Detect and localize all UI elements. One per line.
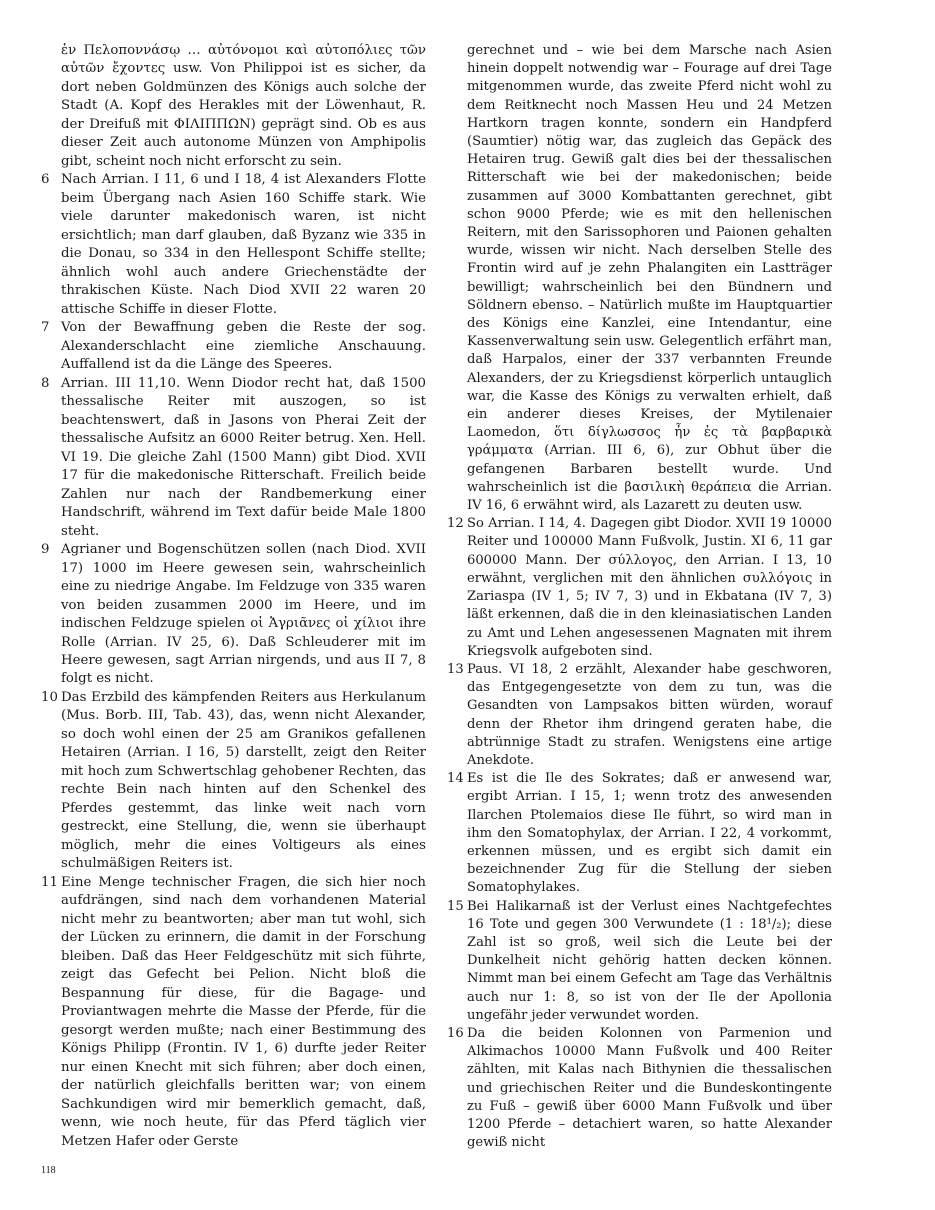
footnote-10 — [41, 689, 426, 874]
footnote-15 — [447, 898, 832, 1025]
left-column — [41, 42, 426, 1151]
right-column — [447, 42, 832, 1152]
footnote-7 — [41, 319, 426, 374]
footnote-12 — [447, 515, 832, 661]
footnote-text: Arrian. III 11,10. Wenn Diodor recht hat, daß 1500 thessalische Reiter mit auszogen, so ist beachtenswert, daß in Jasons von Pherai Zeit der thessalische Aufsitz an 6000 Reiter betrug. Xen. Hell. VI 19. Die gleiche Zahl (1500 Mann) gibt Diod. XVII 17 für die makedonische Ritterschaft. Freilich beide Zahlen nur nach der Randbemerkung einer Handschrift, während im Text dafür beide Male 1800 steht. — [61, 375, 426, 539]
note-5-continuation: ἐν Πελοποννάσῳ … αὐτόνομοι καὶ αὐτοπόλιες τῶν αὐτῶν ἔχοντες usw. Von Philippoi ist es sicher, da dort neben Goldmünzen des Königs auch solche der Stadt (A. Kopf des Herakles mit der Löwenhaut, R. der Dreifuß mit ΦΙΛΙΠΠΩΝ) geprägt sind. Ob es aus dieser Zeit auch autonome Münzen von Amphipolis gibt, scheint noch nicht erforscht zu sein. — [61, 43, 426, 169]
footnote-text: Da die beiden Kolonnen von Parmenion und Alkimachos 10000 Mann Fußvolk und 400 Reiter zählten, mit Kalas nach Bithynien die thessalischen und griechischen Reiter und die Bundeskontingente zu Fuß – gewiß über 6000 Mann Fußvolk und über 1200 Pferde – detachiert waren, so hatte Alexander gewiß nicht — [467, 1025, 832, 1151]
footnote-13 — [447, 661, 832, 770]
footnote-number: 15 — [447, 898, 464, 914]
footnote-number: 13 — [447, 661, 464, 677]
footnote-number: 6 — [41, 172, 50, 188]
footnote-6 — [41, 171, 426, 319]
footnote-number: 12 — [447, 516, 464, 532]
footnote-number: 11 — [41, 874, 58, 890]
footnote-number: 9 — [41, 542, 50, 558]
footnote-11 — [41, 874, 426, 1151]
footnote-text: Eine Menge technischer Fragen, die sich hier noch aufdrängen, sind nach dem vorhandenen Material nicht mehr zu beantworten; aber man tut wohl, sich der Lücken zu erinnern, die damit in der Forschung bleiben. Daß das Heer Feldgeschütz mit sich führte, zeigt das Gefecht bei Pelion. Nicht bloß die Bespannung für diese, für die Bagage- und Proviantwagen mehrte die Masse der Pferde, für die gesorgt werden mußte; nach einer Bestimmung des Königs Philipp (Frontin. IV 1, 6) durfte jeder Reiter nur einen Knecht mit sich führen; aber doch einen, der natürlich gleichfalls beritten war; von einem Sachkundigen wird mir bemerklich gemacht, daß, wenn, wie noch heute, für das Pferd täglich vier Metzen Hafer oder Gerste — [61, 874, 426, 1149]
footnote-text: Nach Arrian. I 11, 6 und I 18, 4 ist Alexanders Flotte beim Übergang nach Asien 160 Schiffe stark. Wie viele darunter makedonisch waren, ist nicht ersichtlich; man darf glauben, daß Byzanz wie 335 in die Donau, so 334 in den Hellespont Schiffe stellte; ähnlich wohl auch andere Griechenstädte der thrakischen Küste. Nach Diod XVII 22 waren 20 attische Schiffe in dieser Flotte. — [61, 172, 426, 317]
footnote-text: Von der Bewaffnung geben die Reste der sog. Alexanderschlacht eine ziemliche Anschauung. Auffallend ist da die Länge des Speeres. — [61, 320, 426, 373]
footnote-number: 10 — [41, 689, 58, 705]
note-11-continuation: gerechnet und – wie bei dem Marsche nach Asien hinein doppelt notwendig war – Fourage auf drei Tage mitgenommen wurde, das zweite Pferd nicht wohl zu dem Reitknecht noch Massen Heu und 24 Metzen Hartkorn tragen konnte, sondern ein Handpferd (Saumtier) nötig war, das zugleich das Gepäck des Hetairen trug. Gewiß galt dies bei der thessalischen Ritterschaft wie bei der makedonischen; beide zusammen auf 3000 Kombattanten gerechnet, gibt schon 9000 Pferde; wie es mit den hellenischen Reitern, mit den Sarissophoren und Paionen gehalten wurde, wissen wir nicht. Nach derselben Stelle des Frontin wird auf je zehn Phalangiten ein Lastträger bewilligt; wahrscheinlich bei den Bündnern und Söldnern ebenso. – Natürlich mußte im Hauptquartier des Königs eine Kanzlei, eine Intendantur, eine Kassenverwaltung sein usw. Gelegentlich erfährt man, daß Harpalos, einer der 337 verbannten Freunde Alexanders, der zu Kriegsdienst körperlich untauglich war, die Kasse des Königs zu verwalten erhielt, daß ein anderer dieses Kreises, der Mytilenaier Laomedon, ὅτι δίγλωσσος ἦν ἐς τὰ βαρβαρικὰ γράμματα (Arrian. III 6, 6), zur Obhut über die gefangenen Barbaren bestellt wurde. Und wahrscheinlich ist die βασιλικὴ θεράπεια die Arrian. IV 16, 6 erwähnt wird, als Lazarett zu deuten usw. — [467, 43, 832, 514]
footnote-9 — [41, 541, 426, 689]
footnote-number: 7 — [41, 320, 50, 336]
footnote-16 — [447, 1025, 832, 1152]
footnote-number: 14 — [447, 771, 464, 787]
footnote-text: Es ist die Ile des Sokrates; daß er anwesend war, ergibt Arrian. I 15, 1; wenn trotz des anwesenden Ilarchen Ptolemaios diese Ile führt, so wird man in ihm den Somatophylax, der Arrian. I 22, 4 vorkommt, erkennen müssen, und es ergibt sich damit ein bezeichnender Zug für die Stellung der sieben Somatophylakes. — [467, 771, 832, 896]
footnote-text: Agrianer und Bogenschützen sollen (nach Diod. XVII 17) 1000 im Heere gewesen sein, wahrscheinlich eine zu niedrige Angabe. Im Feldzuge von 335 waren von beiden zusammen 2000 im Heere, und im indischen Feldzuge spielen οἱ Ἀγριᾶνες οἱ χίλιοι ihre Rolle (Arrian. IV 25, 6). Daß Schleuderer mit im Heere gewesen, sagt Arrian nirgends, und aus II 7, 8 folgt es nicht. — [61, 542, 426, 687]
footnote-text: Bei Halikarnaß ist der Verlust eines Nachtgefechtes 16 Tote und gegen 300 Verwundete (1 : 18¹/₂); diese Zahl ist so groß, weil sich die Leute bei der Dunkelheit nicht gehörig hatten decken können. Nimmt man bei einem Gefecht am Tage das Verhältnis auch nur 1: 8, so ist von der Ile der Apollonia ungefähr jeder verwundet worden. — [467, 898, 832, 1023]
page-number: 118 — [41, 1165, 56, 1176]
footnote-number: 16 — [447, 1025, 464, 1041]
footnote-text: Das Erzbild des kämpfenden Reiters aus Herkulanum (Mus. Borb. III, Tab. 43), das, wenn nicht Alexander, so doch wohl einen der 25 am Granikos gefallenen Hetairen (Arrian. I 16, 5) darstellt, zeigt den Reiter mit hoch zum Schwertschlag gehobener Rechten, das rechte Bein nach hinten auf den Schenkel des Pferdes gestemmt, das linke weit nach vorn gestreckt, eine Stellung, die, wenn sie überhaupt möglich, mehr die eines Voltigeurs als eines schulmäßigen Reiters ist. — [61, 689, 426, 872]
footnote-8 — [41, 375, 426, 541]
footnote-text: Paus. VI 18, 2 erzählt, Alexander habe geschworen, das Entgegengesetzte von dem zu tun, was die Gesandten von Lampsakos bitten würden, worauf denn der Rhetor ihm dringend geraten habe, die abtrünnige Stadt zu strafen. Wenigstens eine artige Anekdote. — [467, 661, 832, 768]
footnote-number: 8 — [41, 375, 50, 391]
footnote-14 — [447, 770, 832, 897]
footnote-text: So Arrian. I 14, 4. Dagegen gibt Diodor. XVII 19 10000 Reiter und 100000 Mann Fußvolk, Justin. XI 6, 11 gar 600000 Mann. Der σύλλογος, den Arrian. I 13, 10 erwähnt, verglichen mit den ähnlichen συλλόγοις in Zariaspa (IV 1, 5; IV 7, 3) und in Ekbatana (IV 7, 3) läßt erkennen, daß die in den kleinasiatischen Landen zu Amt und Lehen angesessenen Magnaten mit ihrem Kriegsvolk aufgeboten sind. — [467, 516, 832, 659]
